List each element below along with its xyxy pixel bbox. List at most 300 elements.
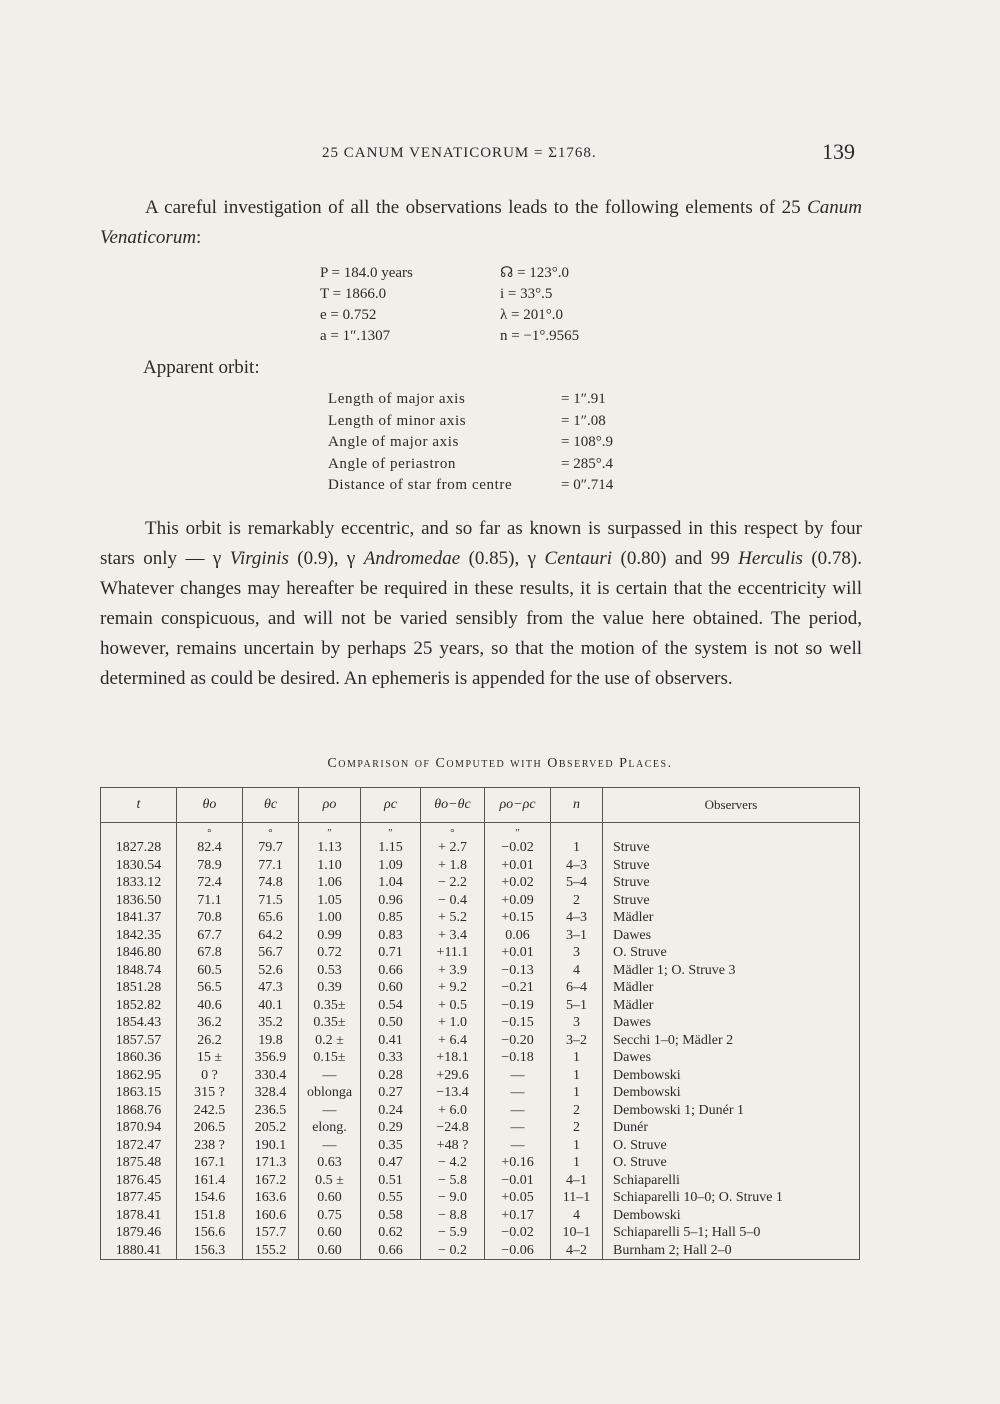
table-cell: 1.15 — [361, 839, 421, 857]
table-cell: 65.6 — [243, 909, 299, 927]
observers-cell: O. Struve — [603, 1137, 860, 1155]
table-cell: 0.60 — [299, 1224, 361, 1242]
body-text-4: (0.80) and 99 — [612, 548, 739, 569]
table-cell: — — [485, 1084, 551, 1102]
unit-cell — [551, 823, 603, 840]
table-cell: 3–1 — [551, 927, 603, 945]
table-row — [101, 1207, 860, 1225]
orbit-value: = 0″.714 — [561, 477, 614, 493]
table-cell: — — [485, 1067, 551, 1085]
table-cell: 238 ? — [177, 1137, 243, 1155]
table-row — [101, 979, 860, 997]
table-cell: 160.6 — [243, 1207, 299, 1225]
table-cell: 1.13 — [299, 839, 361, 857]
observers-cell: Dembowski — [603, 1067, 860, 1085]
table-row — [101, 874, 860, 892]
table-cell: 0.72 — [299, 944, 361, 962]
table-cell: +11.1 — [421, 944, 485, 962]
table-cell: 0.51 — [361, 1172, 421, 1190]
table-cell: +29.6 — [421, 1067, 485, 1085]
table-cell: 0.06 — [485, 927, 551, 945]
intro-star-name: Canum Venaticorum — [100, 197, 862, 248]
table-cell: 1846.80 — [101, 944, 177, 962]
table-cell: −0.18 — [485, 1049, 551, 1067]
table-cell: 0.47 — [361, 1154, 421, 1172]
table-cell: 0.60 — [299, 1189, 361, 1207]
table-body — [101, 823, 860, 1260]
units-row — [101, 823, 860, 840]
table-cell: 26.2 — [177, 1032, 243, 1050]
observers-cell: Dembowski — [603, 1207, 860, 1225]
element-row — [320, 284, 650, 305]
element-lhs: P = 184.0 years — [320, 265, 413, 281]
table-cell: 4–3 — [551, 909, 603, 927]
table-cell: +0.09 — [485, 892, 551, 910]
table-cell: +0.15 — [485, 909, 551, 927]
table-cell: — — [485, 1119, 551, 1137]
table-row — [101, 1032, 860, 1050]
orbit-row — [328, 475, 658, 497]
observers-cell: Dawes — [603, 1049, 860, 1067]
table-row — [101, 1102, 860, 1120]
table-cell: 47.3 — [243, 979, 299, 997]
table-cell: 4–3 — [551, 857, 603, 875]
table-cell: −0.20 — [485, 1032, 551, 1050]
table-cell: 71.5 — [243, 892, 299, 910]
table-row — [101, 1224, 860, 1242]
table-cell: 0.33 — [361, 1049, 421, 1067]
table-cell: 2 — [551, 1119, 603, 1137]
table-cell: 1 — [551, 1154, 603, 1172]
table-row — [101, 1154, 860, 1172]
table-cell: − 0.2 — [421, 1242, 485, 1260]
table-cell: +0.17 — [485, 1207, 551, 1225]
orbit-value: = 285°.4 — [561, 455, 613, 472]
unit-cell — [101, 823, 177, 840]
table-row — [101, 1014, 860, 1032]
table-cell: 1 — [551, 1067, 603, 1085]
observers-cell: Mädler — [603, 979, 860, 997]
unit-cell: ″ — [361, 823, 421, 840]
table-cell: 156.3 — [177, 1242, 243, 1260]
table-cell: 1842.35 — [101, 927, 177, 945]
table-cell: − 0.4 — [421, 892, 485, 910]
table-cell: 1.04 — [361, 874, 421, 892]
orbital-elements — [320, 263, 650, 347]
table-cell: 0 ? — [177, 1067, 243, 1085]
col-header-rho-o: ρo — [299, 788, 361, 823]
col-header-t: t — [101, 788, 177, 823]
table-cell: 1875.48 — [101, 1154, 177, 1172]
table-cell: −0.15 — [485, 1014, 551, 1032]
table-row — [101, 1137, 860, 1155]
table-cell: +48 ? — [421, 1137, 485, 1155]
table-cell: 0.35± — [299, 1014, 361, 1032]
table-cell: 36.2 — [177, 1014, 243, 1032]
table-cell: 1833.12 — [101, 874, 177, 892]
table-cell: +0.16 — [485, 1154, 551, 1172]
table-cell: 0.60 — [361, 979, 421, 997]
table-cell: +0.01 — [485, 944, 551, 962]
page-number: 139 — [822, 139, 855, 164]
table-cell: 3 — [551, 1014, 603, 1032]
table-cell: 67.7 — [177, 927, 243, 945]
table-cell: 1852.82 — [101, 997, 177, 1015]
element-lhs: e = 0.752 — [320, 307, 377, 323]
observers-cell: Mädler — [603, 997, 860, 1015]
table-cell: + 2.7 — [421, 839, 485, 857]
orbit-value: = 1″.08 — [561, 412, 606, 429]
observers-cell: Struve — [603, 839, 860, 857]
table-cell: 315 ? — [177, 1084, 243, 1102]
table-cell: 0.60 — [299, 1242, 361, 1260]
table-cell: 0.39 — [299, 979, 361, 997]
table-cell: 72.4 — [177, 874, 243, 892]
table-cell: 1827.28 — [101, 839, 177, 857]
table-cell: − 4.2 — [421, 1154, 485, 1172]
observers-cell: Mädler — [603, 909, 860, 927]
table-cell: 242.5 — [177, 1102, 243, 1120]
unit-cell: ° — [421, 823, 485, 840]
table-cell: 330.4 — [243, 1067, 299, 1085]
table-cell: −0.02 — [485, 1224, 551, 1242]
table-cell: — — [299, 1067, 361, 1085]
table-cell: 161.4 — [177, 1172, 243, 1190]
table-cell: + 3.4 — [421, 927, 485, 945]
table-cell: 206.5 — [177, 1119, 243, 1137]
col-header-rho-diff: ρo−ρc — [485, 788, 551, 823]
table-cell: + 9.2 — [421, 979, 485, 997]
table-cell: + 3.9 — [421, 962, 485, 980]
orbit-row — [328, 432, 658, 454]
apparent-orbit-label: Apparent orbit: — [143, 357, 260, 378]
table-cell: 1.06 — [299, 874, 361, 892]
running-title: 25 CANUM VENATICORUM = Σ1768. — [322, 145, 597, 161]
table-cell: 1.10 — [299, 857, 361, 875]
table-cell: −13.4 — [421, 1084, 485, 1102]
body-text-2: (0.9), γ — [288, 548, 364, 569]
table-cell: 1851.28 — [101, 979, 177, 997]
table-cell: 70.8 — [177, 909, 243, 927]
table-cell: 0.71 — [361, 944, 421, 962]
table-cell: −0.19 — [485, 997, 551, 1015]
table-cell: 1848.74 — [101, 962, 177, 980]
table-cell: 1860.36 — [101, 1049, 177, 1067]
unit-cell: ″ — [485, 823, 551, 840]
table-cell: 1 — [551, 1137, 603, 1155]
table-cell: 167.1 — [177, 1154, 243, 1172]
table-cell: + 6.4 — [421, 1032, 485, 1050]
element-row — [320, 326, 650, 347]
table-cell: 1830.54 — [101, 857, 177, 875]
element-row — [320, 263, 650, 284]
table-cell: 4 — [551, 1207, 603, 1225]
table-cell: +0.01 — [485, 857, 551, 875]
table-cell: 0.35± — [299, 997, 361, 1015]
table-row — [101, 1242, 860, 1260]
table-cell: 2 — [551, 1102, 603, 1120]
table-row — [101, 1119, 860, 1137]
table-cell: 1872.47 — [101, 1137, 177, 1155]
element-lhs: a = 1″.1307 — [320, 328, 391, 344]
table-cell: 0.54 — [361, 997, 421, 1015]
table-cell: 5–4 — [551, 874, 603, 892]
table-cell: 0.15± — [299, 1049, 361, 1067]
table-row — [101, 892, 860, 910]
orbit-row — [328, 389, 658, 411]
observers-cell: Schiaparelli 5–1; Hall 5–0 — [603, 1224, 860, 1242]
table-cell: 190.1 — [243, 1137, 299, 1155]
table-cell: 236.5 — [243, 1102, 299, 1120]
table-cell: +0.05 — [485, 1189, 551, 1207]
table-cell: 4–2 — [551, 1242, 603, 1260]
table-row — [101, 1049, 860, 1067]
table-cell: 1879.46 — [101, 1224, 177, 1242]
table-cell: 156.6 — [177, 1224, 243, 1242]
table-cell: 0.50 — [361, 1014, 421, 1032]
table-cell: 1862.95 — [101, 1067, 177, 1085]
table-cell: 328.4 — [243, 1084, 299, 1102]
element-rhs: ☊ = 123°.0 — [500, 265, 570, 281]
col-header-theta-diff: θo−θc — [421, 788, 485, 823]
table-cell: 0.96 — [361, 892, 421, 910]
table-cell: 0.24 — [361, 1102, 421, 1120]
table-cell: 52.6 — [243, 962, 299, 980]
table-cell: − 8.8 — [421, 1207, 485, 1225]
table-header-row — [101, 788, 860, 823]
orbit-label: Angle of major axis — [328, 434, 459, 450]
table-cell: 1 — [551, 839, 603, 857]
table-cell: 1868.76 — [101, 1102, 177, 1120]
table-cell: − 2.2 — [421, 874, 485, 892]
table-cell: 1854.43 — [101, 1014, 177, 1032]
table-cell: 0.5 ± — [299, 1172, 361, 1190]
table-cell: 4–1 — [551, 1172, 603, 1190]
table-cell: 1876.45 — [101, 1172, 177, 1190]
table-cell: −0.21 — [485, 979, 551, 997]
table-cell: 64.2 — [243, 927, 299, 945]
table-cell: 163.6 — [243, 1189, 299, 1207]
table-cell: 171.3 — [243, 1154, 299, 1172]
table-cell: 155.2 — [243, 1242, 299, 1260]
table-cell: 1.00 — [299, 909, 361, 927]
table-cell: +18.1 — [421, 1049, 485, 1067]
table-cell: + 0.5 — [421, 997, 485, 1015]
table-cell: 1870.94 — [101, 1119, 177, 1137]
table-cell: −0.06 — [485, 1242, 551, 1260]
orbit-label: Distance of star from centre — [328, 477, 513, 493]
body-text-5: (0.78). Whatever changes may hereafter be required in these results, it is certain that the eccentricity will remain conspicuous, and will not be varied sensibly from the value here obtained. The period, however, remains uncertain by perhaps 25 years, so that the motion of the system is not so well determined as could be desired. An ephemeris is appended for the use of observers. — [100, 548, 862, 689]
table-cell: — — [485, 1102, 551, 1120]
running-head — [0, 139, 1000, 169]
table-cell: 205.2 — [243, 1119, 299, 1137]
table-cell: 0.99 — [299, 927, 361, 945]
table-row — [101, 944, 860, 962]
table-cell: 0.41 — [361, 1032, 421, 1050]
body-text-3: (0.85), γ — [460, 548, 545, 569]
table-cell: 60.5 — [177, 962, 243, 980]
table-row — [101, 1067, 860, 1085]
observers-cell: Struve — [603, 857, 860, 875]
observers-cell: Dembowski 1; Dunér 1 — [603, 1102, 860, 1120]
table-row — [101, 909, 860, 927]
observers-cell: Struve — [603, 892, 860, 910]
table-cell: +0.02 — [485, 874, 551, 892]
table-cell: 0.53 — [299, 962, 361, 980]
table-cell: 3 — [551, 944, 603, 962]
table-cell: 1878.41 — [101, 1207, 177, 1225]
orbit-label: Length of minor axis — [328, 412, 467, 429]
observers-cell: Dunér — [603, 1119, 860, 1137]
table-cell: + 1.8 — [421, 857, 485, 875]
orbit-value: = 108°.9 — [561, 434, 613, 450]
table-cell: −0.02 — [485, 839, 551, 857]
orbit-label: Angle of periastron — [328, 455, 457, 472]
orbit-row — [328, 411, 658, 433]
table-row — [101, 1172, 860, 1190]
table-cell: + 5.2 — [421, 909, 485, 927]
table-caption: Comparison of Computed with Observed Places. — [327, 756, 673, 771]
table-cell: 0.63 — [299, 1154, 361, 1172]
table-cell: — — [299, 1102, 361, 1120]
unit-cell — [603, 823, 860, 840]
table-cell: 1.09 — [361, 857, 421, 875]
table-cell: − 5.9 — [421, 1224, 485, 1242]
col-header-theta-o: θo — [177, 788, 243, 823]
element-rhs: i = 33°.5 — [500, 286, 553, 302]
table-cell: 40.6 — [177, 997, 243, 1015]
star-herculis: Herculis — [738, 548, 803, 569]
intro-text-before: A careful investigation of all the observations leads to the following elements of 25 — [145, 197, 808, 218]
table-cell: 1877.45 — [101, 1189, 177, 1207]
table-cell: 82.4 — [177, 839, 243, 857]
table-row — [101, 1189, 860, 1207]
table-row — [101, 962, 860, 980]
table-cell: 0.28 — [361, 1067, 421, 1085]
table-cell: 0.29 — [361, 1119, 421, 1137]
table-cell: 0.58 — [361, 1207, 421, 1225]
intro-text-after: : — [196, 227, 202, 248]
table-cell: 67.8 — [177, 944, 243, 962]
table-cell: 19.8 — [243, 1032, 299, 1050]
observers-cell: Burnham 2; Hall 2–0 — [603, 1242, 860, 1260]
table-cell: 154.6 — [177, 1189, 243, 1207]
element-lhs: T = 1866.0 — [320, 286, 387, 302]
element-row — [320, 305, 650, 326]
table-cell: − 9.0 — [421, 1189, 485, 1207]
table-cell: 1 — [551, 1049, 603, 1067]
table-cell: 0.2 ± — [299, 1032, 361, 1050]
intro-paragraph — [100, 193, 862, 253]
table-cell: 356.9 — [243, 1049, 299, 1067]
observers-cell: Struve — [603, 874, 860, 892]
table-cell: −24.8 — [421, 1119, 485, 1137]
table-cell: 35.2 — [243, 1014, 299, 1032]
table-cell: 5–1 — [551, 997, 603, 1015]
table-cell: 1841.37 — [101, 909, 177, 927]
table-cell: 11–1 — [551, 1189, 603, 1207]
table-cell: 77.1 — [243, 857, 299, 875]
observers-cell: Schiaparelli 10–0; O. Struve 1 — [603, 1189, 860, 1207]
table-cell: −0.01 — [485, 1172, 551, 1190]
col-header-n: n — [551, 788, 603, 823]
table-cell: 151.8 — [177, 1207, 243, 1225]
observers-cell: Mädler 1; O. Struve 3 — [603, 962, 860, 980]
table-cell: — — [299, 1137, 361, 1155]
observers-cell: Dembowski — [603, 1084, 860, 1102]
table-cell: 71.1 — [177, 892, 243, 910]
table-cell: — — [485, 1137, 551, 1155]
table-cell: 0.66 — [361, 962, 421, 980]
table-cell: 2 — [551, 892, 603, 910]
unit-cell: ° — [177, 823, 243, 840]
table-cell: 10–1 — [551, 1224, 603, 1242]
table-cell: − 5.8 — [421, 1172, 485, 1190]
apparent-orbit-values — [328, 389, 658, 497]
star-centauri: Centauri — [544, 548, 613, 569]
observers-cell: Dawes — [603, 927, 860, 945]
table-cell: 0.83 — [361, 927, 421, 945]
table-cell: + 1.0 — [421, 1014, 485, 1032]
table-cell: 1.05 — [299, 892, 361, 910]
table-cell: 0.35 — [361, 1137, 421, 1155]
table-cell: + 6.0 — [421, 1102, 485, 1120]
table-cell: 6–4 — [551, 979, 603, 997]
table-cell: 4 — [551, 962, 603, 980]
table-row — [101, 839, 860, 857]
table-cell: elong. — [299, 1119, 361, 1137]
col-header-observers: Observers — [603, 788, 860, 823]
table-cell: 40.1 — [243, 997, 299, 1015]
col-header-theta-c: θc — [243, 788, 299, 823]
table-cell: 0.75 — [299, 1207, 361, 1225]
table-cell: 56.5 — [177, 979, 243, 997]
col-header-rho-c: ρc — [361, 788, 421, 823]
table-row — [101, 927, 860, 945]
observers-cell: O. Struve — [603, 1154, 860, 1172]
unit-cell: ″ — [299, 823, 361, 840]
table-cell: 167.2 — [243, 1172, 299, 1190]
observers-cell: Schiaparelli — [603, 1172, 860, 1190]
table-cell: 1863.15 — [101, 1084, 177, 1102]
table-cell: 3–2 — [551, 1032, 603, 1050]
table-cell: 79.7 — [243, 839, 299, 857]
table-cell: 1857.57 — [101, 1032, 177, 1050]
orbit-value: = 1″.91 — [561, 391, 606, 407]
table-cell: 0.27 — [361, 1084, 421, 1102]
table-cell: 0.62 — [361, 1224, 421, 1242]
table-cell: 74.8 — [243, 874, 299, 892]
body-text-1: This orbit is remarkably eccentric, and so far as known is surpassed in this respect by four stars only — γ — [100, 518, 862, 569]
table-cell: 0.55 — [361, 1189, 421, 1207]
observers-cell: Dawes — [603, 1014, 860, 1032]
table-cell: 1836.50 — [101, 892, 177, 910]
table-cell: oblonga — [299, 1084, 361, 1102]
table-cell: 1 — [551, 1084, 603, 1102]
orbit-row — [328, 454, 658, 476]
observers-cell: Secchi 1–0; Mädler 2 — [603, 1032, 860, 1050]
table-cell: 56.7 — [243, 944, 299, 962]
table-cell: 78.9 — [177, 857, 243, 875]
star-andromedae: Andromedae — [363, 548, 461, 569]
element-rhs: λ = 201°.0 — [500, 307, 563, 323]
body-paragraph — [100, 514, 862, 694]
table-cell: 157.7 — [243, 1224, 299, 1242]
element-rhs: n = −1°.9565 — [500, 328, 580, 344]
orbit-label: Length of major axis — [328, 391, 466, 407]
table-cell: 1880.41 — [101, 1242, 177, 1260]
table-cell: −0.13 — [485, 962, 551, 980]
